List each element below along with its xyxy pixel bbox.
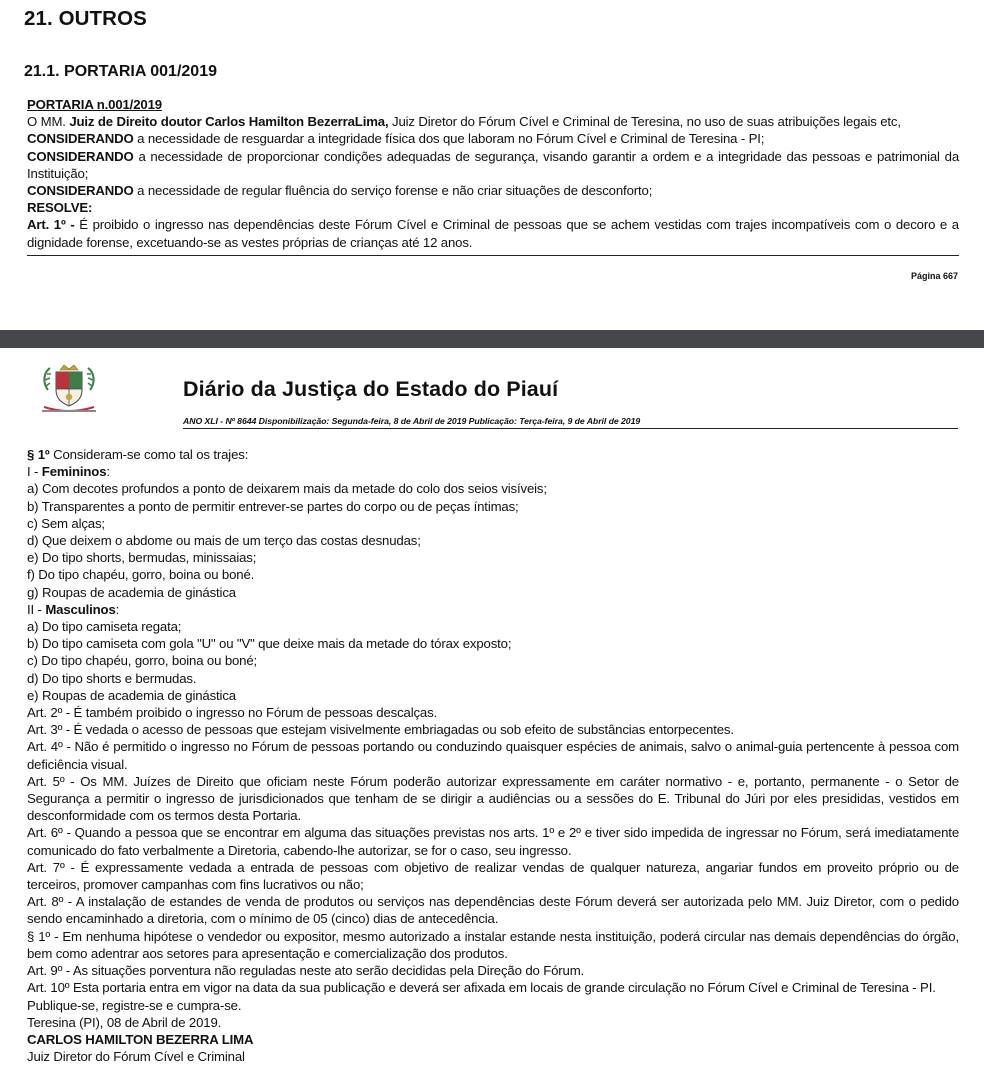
list-item: a) Com decotes profundos a ponto de deixarem mais da metade do colo dos seios visíveis;	[27, 481, 547, 497]
considerando-2: CONSIDERANDO a necessidade de proporcionar condições adequadas de segurança, visando garantir a ordem e a integridade das pessoas e patrimonial da Instituição;	[27, 148, 959, 181]
issue-line: ANO XLI - Nº 8644 Disponibilização: Segunda-feira, 8 de Abril de 2019 Publicação: Terça-feira, 9 de Abril de 2019	[183, 416, 641, 426]
list-item: a) Do tipo camiseta regata;	[27, 619, 182, 635]
masculinos-heading: II - Masculinos:	[27, 601, 120, 617]
list-item: e) Roupas de academia de ginástica	[27, 687, 236, 703]
list-item: g) Roupas de academia de ginástica	[27, 584, 236, 600]
section-title: 21. OUTROS	[24, 7, 147, 30]
considerando-1: CONSIDERANDO a necessidade de resguardar a integridade física dos que laboram no Fórum Cível e Criminal de Teresina - PI;	[27, 131, 765, 147]
list-item: b) Transparentes a ponto de permitir entrever-se partes do corpo ou de peças íntimas;	[27, 498, 519, 514]
article-5: Art. 5º - Os MM. Juízes de Direito que oficiam neste Fórum poderão autorizar expressamente em caráter normativo - e, portanto, permanente - o Setor de Segurança a permitir o ingresso de jurisdicionados que tenham de se dirigir a audiências ou a sessões do E. Tribunal do Júri por eles presididas, vestidos em desconformidade com os termos desta Portaria.	[27, 773, 959, 824]
resolve-heading: RESOLVE:	[27, 200, 93, 216]
newspaper-title: Diário da Justiça do Estado do Piauí	[183, 377, 559, 401]
signatory-name: CARLOS HAMILTON BEZERRA LIMA	[27, 1031, 254, 1047]
article-1: Art. 1º - É proibido o ingresso nas dependências deste Fórum Cível e Criminal de pessoas que se achem vestidas com trajes incompatíveis com o decoro e a dignidade forense, excetuando-se as vestes próprias de crianças até 12 anos.	[27, 217, 959, 250]
page-number: Página 667	[910, 271, 958, 281]
closing-formula: Publique-se, registre-se e cumpra-se.	[27, 997, 242, 1013]
article-2: Art. 2º - É também proibido o ingresso no Fórum de pessoas descalças.	[27, 705, 438, 721]
article-3: Art. 3º - É vedada o acesso de pessoas que estejam visivelmente embriagadas ou sob efeito de substâncias entorpecentes.	[27, 722, 734, 738]
article-9: Art. 9º - As situações porventura não reguladas neste ato serão decididas pela Direção do Fórum.	[27, 963, 585, 979]
portaria-heading: PORTARIA n.001/2019	[27, 97, 162, 112]
list-item: f) Do tipo chapéu, gorro, boina ou boné.	[27, 567, 255, 583]
list-item: c) Do tipo chapéu, gorro, boina ou boné;	[27, 653, 258, 669]
place-date: Teresina (PI), 08 de Abril de 2019.	[27, 1014, 222, 1030]
portaria-intro: O MM. Juiz de Direito doutor Carlos Hamilton BezerraLima, Juiz Diretor do Fórum Cível e Criminal de Teresina, no uso de suas atribuições legais etc,	[27, 114, 901, 130]
portaria-top-block	[27, 96, 959, 256]
list-item: d) Que deixem o abdome ou mais de um terço das costas desnudas;	[27, 533, 421, 549]
signatory-role: Juiz Diretor do Fórum Cível e Criminal	[27, 1049, 245, 1065]
article-10: Art. 10º Esta portaria entra em vigor na data da sua publicação e deverá ser afixada em locais de grande circulação no Fórum Cível e Criminal de Teresina - PI.	[27, 980, 936, 996]
page-divider	[0, 330, 984, 348]
article-8: Art. 8º - A instalação de estandes de venda de produtos ou serviços nas dependências deste Fórum deverá ser autorizada pelo MM. Juiz Diretor, com o pedido sendo encaminhado a diretoria, com o mínimo de 05 (cinco) dias de antecedência.	[27, 894, 959, 927]
article-6: Art. 6º - Quando a pessoa que se encontrar em alguma das situações previstas nos arts. 1º e 2º e tiver sido impedida de ingressar no Fórum, será imediatamente comunicado do fato verbalmente a Diretoria, cabendo-lhe autorizar, se for o caso, seu ingresso.	[27, 825, 959, 858]
subsection-title: 21.1. PORTARIA 001/2019	[24, 63, 217, 80]
list-item: d) Do tipo shorts e bermudas.	[27, 670, 197, 686]
femininos-list	[27, 480, 959, 600]
coat-of-arms-icon	[38, 362, 100, 414]
paragraph-1: § 1º Consideram-se como tal os trajes:	[27, 447, 249, 462]
article-8-paragraph-1: § 1º - Em nenhuma hipótese o vendedor ou expositor, mesmo autorizado a instalar estande nesta instituição, poderá circular nas demais dependências do órgão, bem como adentrar aos setores para apresentação e comercialização dos produtos.	[27, 928, 959, 961]
list-item: b) Do tipo camiseta com gola "U" ou "V" que deixe mais da metade do tórax exposto;	[27, 636, 512, 652]
masthead-rule	[183, 428, 958, 429]
judge-name: Juiz de Direito doutor Carlos Hamilton BezerraLima,	[69, 114, 389, 130]
considerando-3: CONSIDERANDO a necessidade de regular fluência do serviço forense e não criar situações de desconforto;	[27, 183, 653, 199]
list-item: c) Sem alças;	[27, 515, 105, 531]
list-item: e) Do tipo shorts, bermudas, minissaias;	[27, 550, 257, 566]
article-4: Art. 4º - Não é permitido o ingresso no Fórum de pessoas portando ou conduzindo quaisquer espécies de animais, salvo o animal-guia pertencente à pessoa com deficiência visual.	[27, 739, 959, 772]
masculinos-list	[27, 618, 959, 704]
article-7: Art. 7º - É expressamente vedada a entrada de pessoas com objetivo de realizar vendas de qualquer natureza, angariar fundos em proveito próprio ou de terceiros, promover campanhas com fins lucrativos ou não;	[27, 859, 959, 893]
femininos-heading: I - Femininos:	[27, 464, 110, 480]
portaria-continuation	[27, 446, 959, 1065]
